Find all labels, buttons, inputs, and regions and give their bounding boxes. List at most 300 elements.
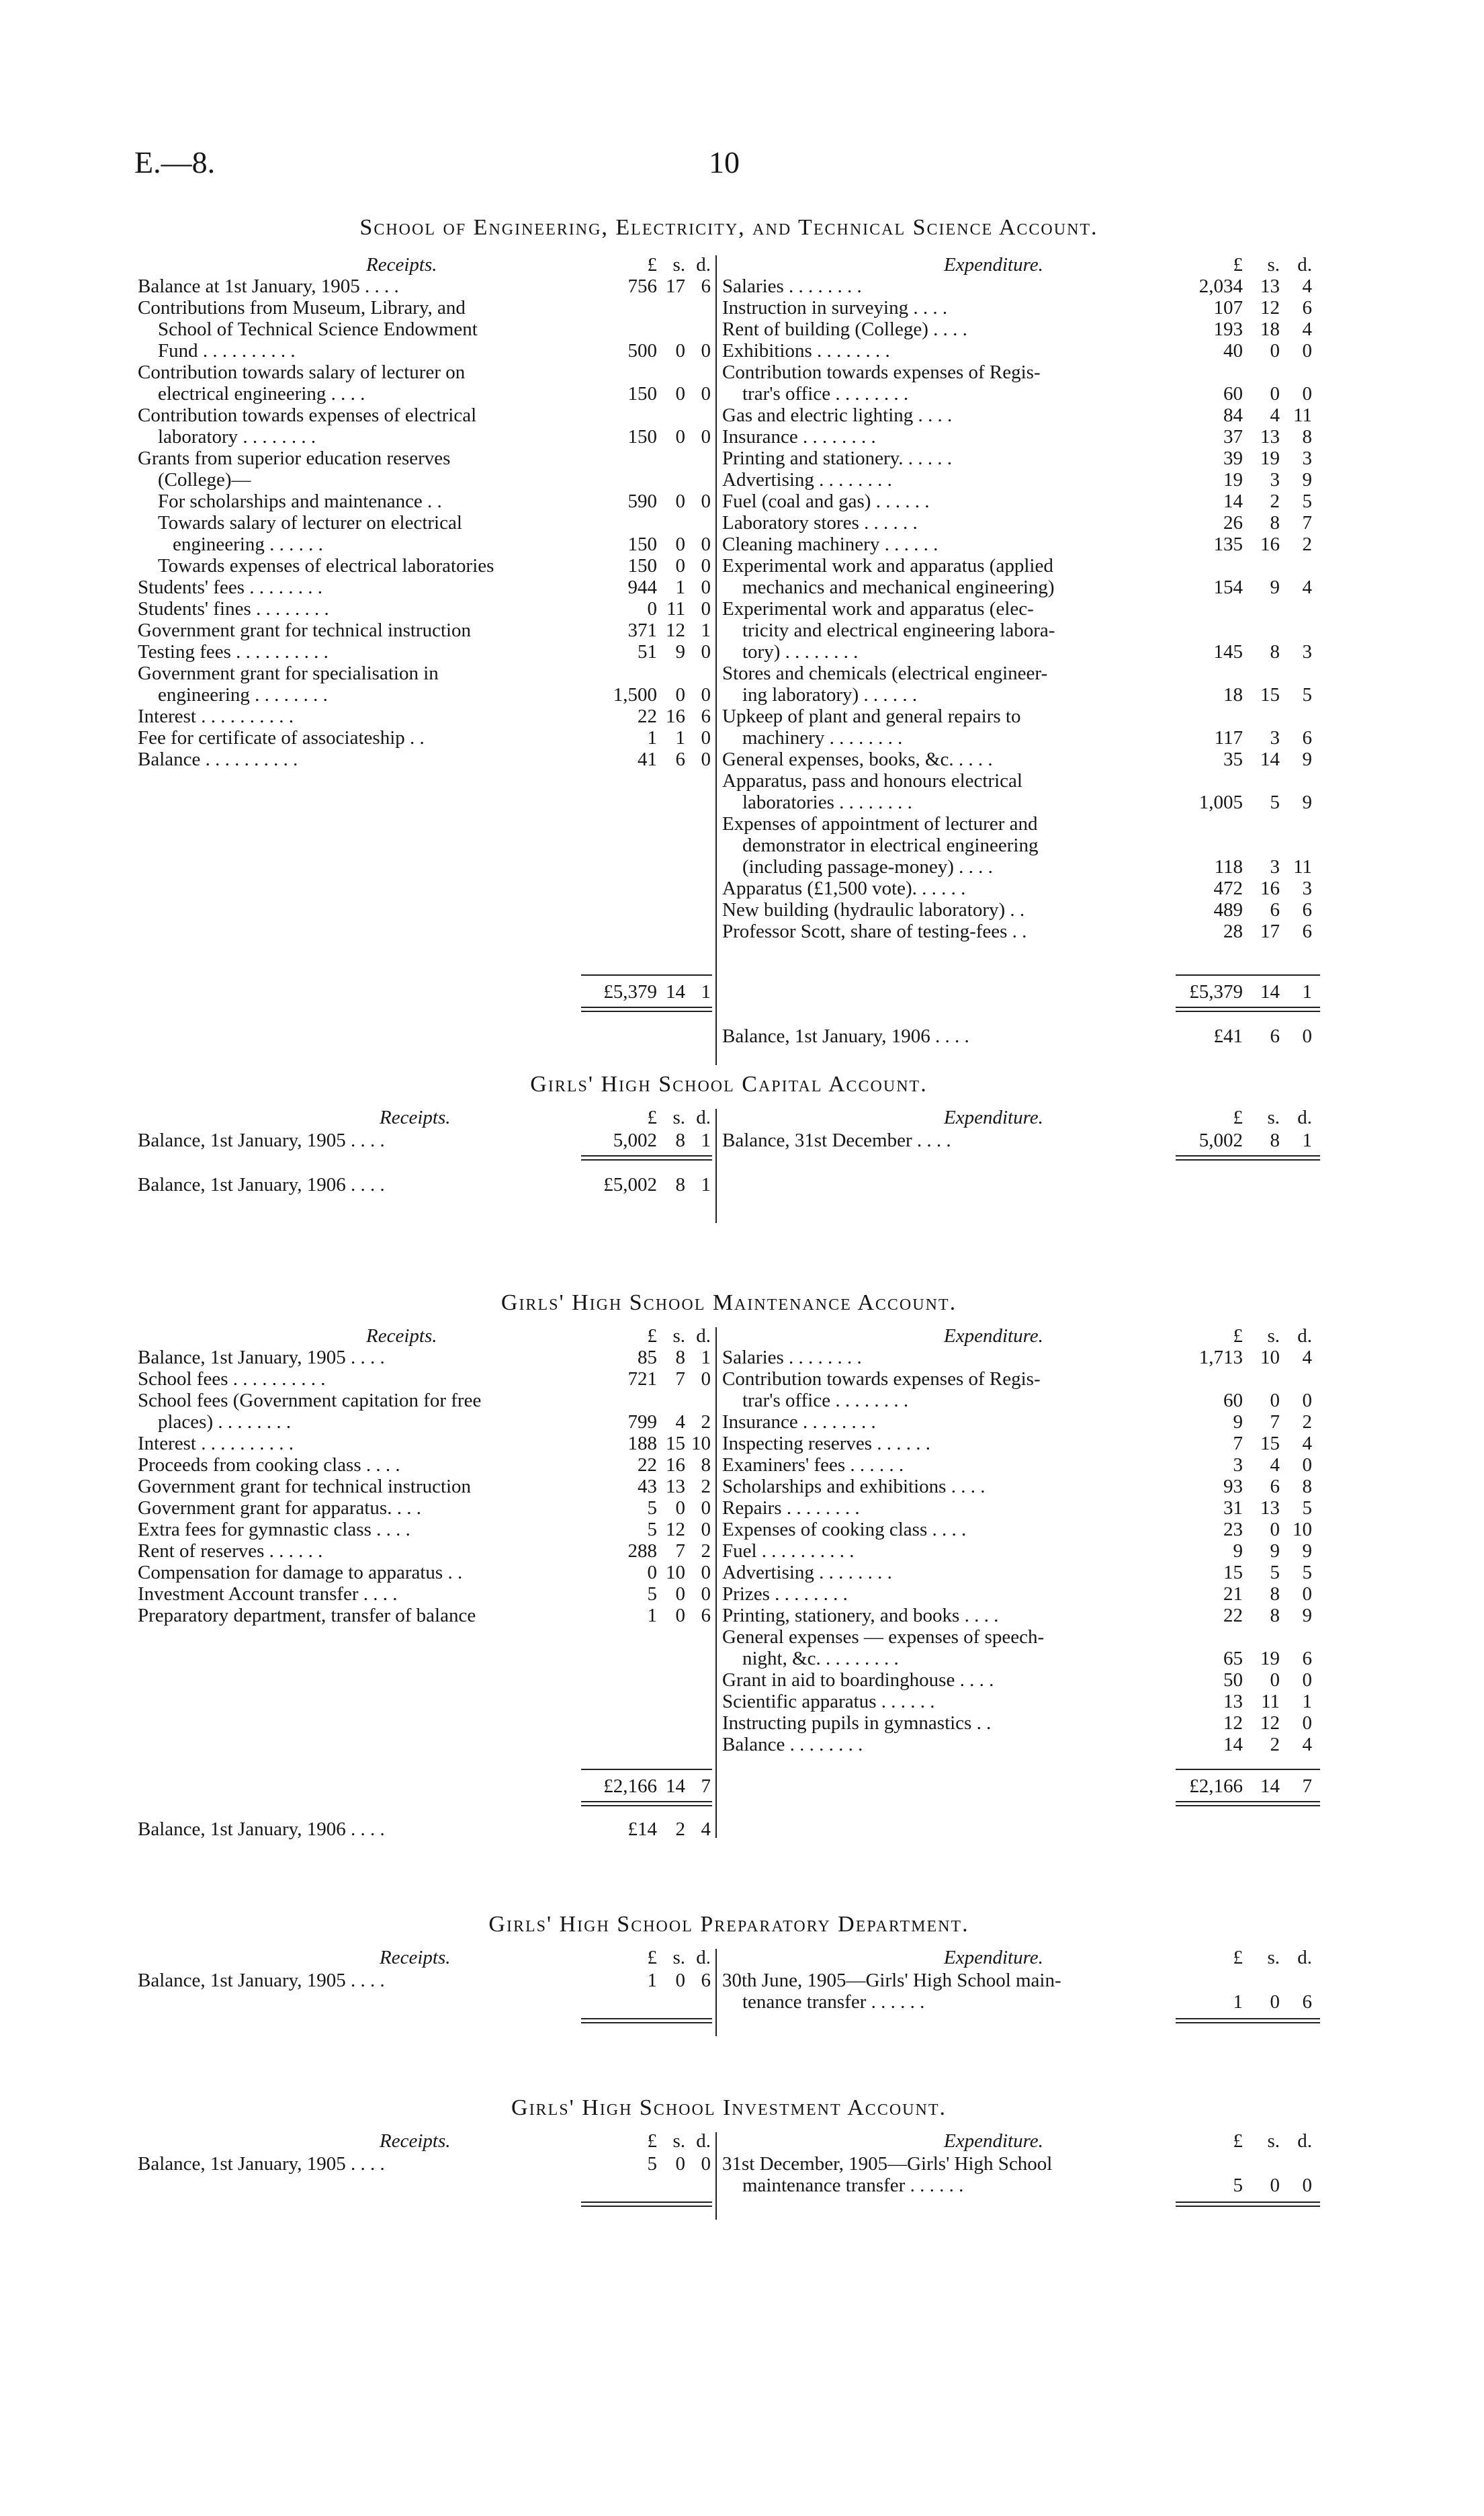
amount-pounds: 721 — [627, 1368, 657, 1390]
row-label: Students' fees . . . . . . . . — [138, 577, 323, 598]
amount-pence: 6 — [701, 1605, 711, 1626]
row-label: General expenses — expenses of speech- — [722, 1626, 1045, 1648]
row-label: Advertising . . . . . . . . — [722, 469, 892, 491]
amount-pence: 6 — [1302, 297, 1312, 319]
row-label: Contribution towards salary of lecturer on — [138, 362, 466, 383]
amount-pence: 9 — [1302, 749, 1312, 770]
expenditure-heading: Expenditure. — [944, 1947, 1043, 1968]
amount-pounds: 19 — [1223, 469, 1243, 491]
amount-shillings: 0 — [675, 555, 685, 577]
row-label: Balance, 1st January, 1905 . . . . — [138, 1347, 385, 1368]
amount-pounds: 489 — [1213, 899, 1243, 921]
row-label: Exhibitions . . . . . . . . — [722, 340, 890, 362]
row-label: Inspecting reserves . . . . . . — [722, 1433, 931, 1454]
amount-shillings: 8 — [1270, 1605, 1280, 1626]
amount-shillings: 11 — [1261, 1691, 1280, 1712]
amount-shillings: 4 — [675, 1411, 685, 1433]
amount-pounds: 371 — [627, 620, 657, 641]
total-rule — [1176, 974, 1320, 976]
amount-shillings: 13 — [1260, 426, 1280, 448]
amount-pence: 9 — [1302, 1605, 1312, 1626]
amount-pence: 8 — [1302, 426, 1312, 448]
amount-pounds: 135 — [1213, 534, 1243, 555]
double-rule — [1176, 1007, 1320, 1012]
amount-pounds: 0 — [647, 1562, 657, 1583]
amount-shillings: 16 — [1260, 534, 1280, 555]
row-label: Interest . . . . . . . . . . — [138, 706, 294, 727]
amount-shillings: 17 — [666, 276, 685, 297]
amount-pounds: 93 — [1223, 1476, 1243, 1497]
row-label: Expenses of appointment of lecturer and — [722, 813, 1038, 835]
amount-pence: 0 — [701, 491, 711, 512]
amount-pence: 0 — [701, 577, 711, 598]
amount-pence: 1 — [701, 620, 711, 641]
amount-pence: 3 — [1302, 448, 1312, 469]
receipts-heading: Receipts. — [366, 254, 437, 276]
amount-shillings: 0 — [675, 491, 685, 512]
row-label: Government grant for specialisation in — [138, 663, 439, 684]
receipts-heading: Receipts. — [366, 1325, 437, 1347]
amount-pence: 2 — [1302, 534, 1312, 555]
amount-shillings: 6 — [675, 749, 685, 770]
amount-pence: 2 — [701, 1540, 711, 1562]
amount-pounds: 188 — [627, 1433, 657, 1454]
amount-pence: 0 — [701, 1583, 711, 1605]
amount-pence: 0 — [1302, 1669, 1312, 1691]
double-rule — [1176, 1801, 1320, 1806]
double-rule — [581, 1007, 712, 1012]
amount-pounds: 28 — [1223, 921, 1243, 942]
amount-pence: 3 — [1302, 878, 1312, 899]
amount-shillings: 15 — [666, 1433, 685, 1454]
amount-pence: 0 — [701, 383, 711, 405]
amount-pounds: 50 — [1223, 1669, 1243, 1691]
total-rule — [581, 974, 712, 976]
row-label: Government grant for apparatus. . . . — [138, 1497, 421, 1519]
amount-pounds: 26 — [1223, 512, 1243, 534]
amount-shillings: 0 — [1270, 1519, 1280, 1540]
amount-pence: 5 — [1302, 1497, 1312, 1519]
row-label: Investment Account transfer . . . . — [138, 1583, 398, 1605]
row-label: General expenses, books, &c. . . . . — [722, 749, 993, 770]
column-divider — [715, 1109, 717, 1223]
row-label: Contribution towards expenses of electrical — [138, 405, 477, 426]
amount-pounds: 60 — [1223, 1390, 1243, 1411]
amount-shillings: 15 — [1260, 684, 1280, 706]
double-rule — [581, 1801, 712, 1806]
report-reference: E.—8. — [134, 145, 216, 179]
amount-pounds: 590 — [627, 491, 657, 512]
row-label: (including passage-money) . . . . — [742, 856, 993, 878]
amount-pounds: 944 — [627, 577, 657, 598]
amount-shillings: 3 — [1270, 856, 1280, 878]
section-title: Girls' High School Preparatory Department. — [488, 1912, 969, 1937]
amount-pounds: 15 — [1223, 1562, 1243, 1583]
amount-shillings: 2 — [1270, 1734, 1280, 1755]
amount-shillings: 4 — [1270, 1454, 1280, 1476]
amount-pounds: 84 — [1223, 405, 1243, 426]
amount-pence: 0 — [701, 534, 711, 555]
row-label: machinery . . . . . . . . — [742, 727, 903, 749]
column-divider — [715, 1949, 717, 2036]
amount-shillings: 0 — [675, 426, 685, 448]
maintenance-account: Girls' High School Maintenance Account. Receipts. £ s. d. Balance, 1st January, 1905 . . . . 85 8 1 School fees . . . . . . . . . . 721 7 0 School fees (Government capitation for free places) . . . . . . . . 799 4 2 Interest . . . . . . . . . . 188 15 10 Proceeds from cooking class . . . . 22 16 8 Government grant for technical instruction 43 13 2 Government grant for apparatus. . . . 5 0 0 Extra fees for gymnastic class . . . . 5 12 0 Rent of reserves . . . . . . 288 7 2 Compensation for damage to apparatus . . 0 10 0 Investment Account transfer . . . . 5 0 0 Preparatory department, transfer of balance 1 0 6 £2,166 14 7 Balance, 1st January, 1906 . . . . £14 2 4 Expenditure. £ s. d. Salaries . . . . . . . . 1,713 10 4 Contribution towards expenses of Regis- trar's office . . . . . . . . 60 0 0 Insurance . . . . . . . . 9 7 2 Inspecting reserves . . . . . . 7 15 4 Examiners' fees . . . . . . 3 4 0 Scholarships and exhibitions . . . . 93 6 8 Repairs . . . . . . . . 31 13 5 Expenses of cooking class . . . . 23 0 10 Fuel . . . . . . . . . . 9 9 9 Advertising . . . . . . . . 15 5 5 Prizes . . . . . . . . 21 8 0 Printing, stationery, and books . . . . 22 8 9 General expenses — expenses of speech- night, &c. . . . . . . . . 65 19 6 Grant in aid to boardinghouse . . . . 50 0 0 Scientific apparatus . . . . . . 13 11 1 Instructing pupils in gymnastics . . 12 12 0 Balance . . . . . . . . 14 2 4 £2,166 14 7 — [138, 1290, 1320, 1828]
amount-shillings: 8 — [675, 1347, 685, 1368]
amount-shillings: 7 — [1270, 1411, 1280, 1433]
double-rule — [581, 1155, 712, 1161]
row-label: School fees (Government capitation for free — [138, 1390, 482, 1411]
amount-pence: 1 — [1302, 1691, 1312, 1712]
amount-shillings: 0 — [675, 383, 685, 405]
amount-pounds: 5 — [647, 1497, 657, 1519]
amount-pounds: 37 — [1223, 426, 1243, 448]
amount-shillings: 16 — [666, 1454, 685, 1476]
column-divider — [715, 1327, 717, 1838]
amount-pounds: 21 — [1223, 1583, 1243, 1605]
amount-shillings: 12 — [666, 1519, 685, 1540]
amount-pounds: 150 — [627, 555, 657, 577]
row-label: Government grant for technical instruction — [138, 1476, 472, 1497]
amount-shillings: 16 — [666, 706, 685, 727]
amount-pounds: 799 — [627, 1411, 657, 1433]
row-label: tory) . . . . . . . . — [742, 641, 859, 663]
total-rule — [581, 1769, 712, 1770]
row-label: Fund . . . . . . . . . . — [158, 340, 296, 362]
amount-pounds: 14 — [1223, 1734, 1243, 1755]
amount-pounds: 3 — [1233, 1454, 1243, 1476]
amount-pence: 4 — [1302, 276, 1312, 297]
row-label: engineering . . . . . . — [173, 534, 323, 555]
row-label: Extra fees for gymnastic class . . . . — [138, 1519, 410, 1540]
amount-pounds: 5 — [647, 1583, 657, 1605]
amount-shillings: 18 — [1260, 319, 1280, 340]
row-label: Grants from superior education reserves — [138, 448, 451, 469]
row-label: Students' fines . . . . . . . . — [138, 598, 329, 620]
amount-pence: 0 — [701, 749, 711, 770]
amount-shillings: 12 — [1260, 297, 1280, 319]
amount-shillings: 9 — [1270, 577, 1280, 598]
amount-shillings: 5 — [1270, 792, 1280, 813]
amount-pounds: 0 — [647, 598, 657, 620]
amount-pence: 5 — [1302, 684, 1312, 706]
row-label: Advertising . . . . . . . . — [722, 1562, 892, 1583]
section-title: Girls' High School Investment Account. — [511, 2095, 947, 2120]
amount-shillings: 19 — [1260, 1648, 1280, 1669]
row-label: Contribution towards expenses of Regis- — [722, 362, 1041, 383]
row-label: ing laboratory) . . . . . . — [742, 684, 918, 706]
double-rule — [581, 2018, 712, 2023]
page-number: 10 — [709, 145, 740, 179]
amount-shillings: 8 — [1270, 512, 1280, 534]
row-label: Towards salary of lecturer on electrical — [158, 512, 462, 534]
row-label: Balance . . . . . . . . . . — [138, 749, 298, 770]
amount-pence: 0 — [701, 340, 711, 362]
amount-pence: 2 — [701, 1411, 711, 1433]
amount-pence: 4 — [1302, 1433, 1312, 1454]
amount-pence: 0 — [1302, 340, 1312, 362]
amount-shillings: 0 — [1270, 383, 1280, 405]
amount-pence: 6 — [1302, 921, 1312, 942]
row-label: Apparatus (£1,500 vote). . . . . . — [722, 878, 966, 899]
row-label: New building (hydraulic laboratory) . . — [722, 899, 1025, 921]
row-label: electrical engineering . . . . — [158, 383, 365, 405]
amount-pence: 8 — [1302, 1476, 1312, 1497]
amount-shillings: 0 — [1270, 1669, 1280, 1691]
amount-pence: 2 — [1302, 1411, 1312, 1433]
row-label: Instruction in surveying . . . . — [722, 297, 948, 319]
row-label: Balance . . . . . . . . — [722, 1734, 863, 1755]
total-rule — [1176, 1769, 1320, 1770]
row-label: trar's office . . . . . . . . — [742, 1390, 909, 1411]
amount-pence: 2 — [701, 1476, 711, 1497]
row-label: Salaries . . . . . . . . — [722, 1347, 862, 1368]
row-label: Expenses of cooking class . . . . — [722, 1519, 967, 1540]
amount-pence: 0 — [701, 1497, 711, 1519]
row-label: Balance at 1st January, 1905 . . . . — [138, 276, 399, 297]
amount-pounds: 2,034 — [1198, 276, 1243, 297]
amount-pounds: 65 — [1223, 1648, 1243, 1669]
row-label: Printing, stationery, and books . . . . — [722, 1605, 999, 1626]
row-label: Printing and stationery. . . . . . — [722, 448, 953, 469]
row-label: demonstrator in electrical engineering — [742, 835, 1039, 856]
amount-shillings: 0 — [1270, 1390, 1280, 1411]
amount-pence: 0 — [1302, 1390, 1312, 1411]
amount-pounds: 1,500 — [613, 684, 657, 706]
pence-header: d. — [696, 254, 711, 276]
amount-pounds: 14 — [1223, 491, 1243, 512]
amount-pence: 0 — [701, 727, 711, 749]
amount-pence: 9 — [1302, 469, 1312, 491]
amount-shillings: 0 — [1270, 340, 1280, 362]
amount-pence: 0 — [701, 1519, 711, 1540]
amount-pounds: 150 — [627, 383, 657, 405]
row-label: Repairs . . . . . . . . — [722, 1497, 860, 1519]
amount-pence: 10 — [1293, 1519, 1312, 1540]
expenditure-heading: Expenditure. — [944, 1107, 1043, 1128]
amount-pounds: 31 — [1223, 1497, 1243, 1519]
row-label: laboratory . . . . . . . . — [158, 426, 316, 448]
row-label: mechanics and mechanical engineering) — [742, 577, 1055, 598]
row-label: Salaries . . . . . . . . — [722, 276, 862, 297]
amount-pence: 6 — [701, 276, 711, 297]
amount-pounds: 5 — [647, 1519, 657, 1540]
amount-pence: 0 — [1302, 1712, 1312, 1734]
row-label: places) . . . . . . . . — [158, 1411, 292, 1433]
amount-pounds: 472 — [1213, 878, 1243, 899]
row-label: Apparatus, pass and honours electrical — [722, 770, 1022, 792]
amount-pounds: 756 — [627, 276, 657, 297]
row-label: Gas and electric lighting . . . . — [722, 405, 953, 426]
amount-pounds: 22 — [1223, 1605, 1243, 1626]
amount-pence: 10 — [691, 1433, 711, 1454]
amount-pence: 1 — [701, 1347, 711, 1368]
row-label: Instructing pupils in gymnastics . . — [722, 1712, 992, 1734]
amount-shillings: 7 — [675, 1368, 685, 1390]
section-title: School of Engineering, Electricity, and Technical Science Account. — [359, 215, 1098, 240]
amount-pounds: 1,713 — [1198, 1347, 1243, 1368]
amount-pence: 0 — [701, 598, 711, 620]
column-divider — [715, 255, 717, 1065]
amount-shillings: 12 — [1260, 1712, 1280, 1734]
row-label: Testing fees . . . . . . . . . . — [138, 641, 329, 663]
double-rule — [581, 2202, 712, 2207]
amount-pence: 0 — [1302, 1454, 1312, 1476]
amount-shillings: 8 — [1270, 641, 1280, 663]
row-label: Prizes . . . . . . . . — [722, 1583, 848, 1605]
amount-shillings: 6 — [1270, 899, 1280, 921]
amount-pence: 9 — [1302, 792, 1312, 813]
receipts-heading: Receipts. — [380, 1107, 451, 1128]
expenditure-heading: Expenditure. — [944, 2130, 1043, 2152]
shillings-header: s. — [672, 254, 685, 276]
shillings-header: s. — [1267, 254, 1280, 276]
amount-shillings: 3 — [1270, 727, 1280, 749]
amount-pounds: 35 — [1223, 749, 1243, 770]
row-label: Rent of reserves . . . . . . — [138, 1540, 323, 1562]
amount-pence: 0 — [1302, 1583, 1312, 1605]
amount-pounds: 40 — [1223, 340, 1243, 362]
amount-pounds: 23 — [1223, 1519, 1243, 1540]
amount-pounds: 43 — [638, 1476, 657, 1497]
amount-shillings: 2 — [1270, 491, 1280, 512]
row-label: laboratories . . . . . . . . — [742, 792, 912, 813]
amount-pounds: 12 — [1223, 1712, 1243, 1734]
investment-account: Girls' High School Investment Account. Receipts. £ s. d. Balance, 1st January, 1905 . . . . 5 0 0 Expenditure. £ s. d. 31st December, 1905—Girls' High School maintenance transfer . . . . . . 5 0 0 — [138, 2095, 1320, 2223]
amount-shillings: 0 — [675, 340, 685, 362]
amount-pounds: 500 — [627, 340, 657, 362]
amount-shillings: 12 — [666, 620, 685, 641]
amount-pounds: 22 — [638, 706, 657, 727]
amount-pounds: 51 — [638, 641, 657, 663]
amount-shillings: 13 — [666, 1476, 685, 1497]
amount-pence: 11 — [1293, 856, 1312, 878]
capital-account: Girls' High School Capital Account. Receipts. £ s. d. Balance, 1st January, 1905 . . . . 5,002 8 1 Balance, 1st January, 1906 . . . . £5,002 8 1 Expenditure. £ s. d. Balance, 31st December . . . . 5,002 8 1 — [138, 1072, 1320, 1226]
amount-shillings: 0 — [675, 534, 685, 555]
amount-pence: 3 — [1302, 641, 1312, 663]
amount-shillings: 7 — [675, 1540, 685, 1562]
receipts-heading: Receipts. — [380, 2130, 451, 2152]
expenditure-heading: Expenditure. — [944, 1325, 1043, 1347]
row-label: School of Technical Science Endowment — [158, 319, 478, 340]
row-label: Scholarships and exhibitions . . . . — [722, 1476, 986, 1497]
amount-pence: 0 — [701, 684, 711, 706]
amount-shillings: 13 — [1260, 1497, 1280, 1519]
double-rule — [1176, 2018, 1320, 2023]
amount-pence: 4 — [1302, 1734, 1312, 1755]
amount-pence: 0 — [701, 1562, 711, 1583]
amount-pounds: 1 — [647, 1605, 657, 1626]
amount-pence: 0 — [701, 426, 711, 448]
amount-pence: 4 — [1302, 577, 1312, 598]
amount-shillings: 1 — [675, 577, 685, 598]
row-label: Scientific apparatus . . . . . . — [722, 1691, 935, 1712]
row-label: trar's office . . . . . . . . — [742, 383, 909, 405]
amount-pounds: 85 — [638, 1347, 657, 1368]
amount-shillings: 0 — [675, 1497, 685, 1519]
amount-shillings: 9 — [1270, 1540, 1280, 1562]
amount-shillings: 10 — [666, 1562, 685, 1583]
row-label: Insurance . . . . . . . . — [722, 1411, 876, 1433]
row-label: Fee for certificate of associateship . . — [138, 727, 425, 749]
row-label: Fuel . . . . . . . . . . — [722, 1540, 855, 1562]
amount-pounds: 117 — [1214, 727, 1243, 749]
preparatory-department: Girls' High School Preparatory Department. Receipts. £ s. d. Balance, 1st January, 1905 . . . . 1 0 6 Expenditure. £ s. d. 30th June, 1905—Girls' High School main- tenance transfer . . . . . . 1 0 6 — [138, 1912, 1320, 2040]
row-label: Government grant for technical instruction — [138, 620, 472, 641]
row-label: Contribution towards expenses of Regis- — [722, 1368, 1041, 1390]
row-label: School fees . . . . . . . . . . — [138, 1368, 326, 1390]
amount-shillings: 19 — [1260, 448, 1280, 469]
row-label: For scholarships and maintenance . . — [158, 491, 442, 512]
amount-pounds: 1 — [647, 727, 657, 749]
row-label: Laboratory stores . . . . . . — [722, 512, 918, 534]
row-label: Fuel (coal and gas) . . . . . . — [722, 491, 930, 512]
amount-shillings: 9 — [675, 641, 685, 663]
amount-shillings: 15 — [1260, 1433, 1280, 1454]
amount-pence: 6 — [1302, 1648, 1312, 1669]
amount-pounds: 288 — [627, 1540, 657, 1562]
amount-pounds: 107 — [1213, 297, 1243, 319]
receipts-heading: Receipts. — [380, 1947, 451, 1968]
amount-pence: 5 — [1302, 1562, 1312, 1583]
row-label: Insurance . . . . . . . . — [722, 426, 876, 448]
amount-shillings: 3 — [1270, 469, 1280, 491]
amount-pounds: 18 — [1223, 684, 1243, 706]
amount-shillings: 13 — [1260, 276, 1280, 297]
pounds-header: £ — [647, 254, 657, 276]
amount-shillings: 17 — [1260, 921, 1280, 942]
amount-pounds: 118 — [1214, 856, 1243, 878]
amount-pence: 5 — [1302, 491, 1312, 512]
row-label: Proceeds from cooking class . . . . — [138, 1454, 400, 1476]
amount-shillings: 10 — [1260, 1347, 1280, 1368]
row-label: Examiners' fees . . . . . . — [722, 1454, 904, 1476]
engineering-account: School of Engineering, Electricity, and Technical Science Account. Receipts. £ s. d. Balance at 1st January, 1905 . . . . 756 17 6 Contributions from Museum, Library, and School of Technical Science Endowment Fund . . . . . . . . . . 500 0 0 Contribution towards salary of lecturer on electrical engineering . . . . 150 0 0 Contribution towards expenses of electrical laboratory . . . . . . . . 150 0 0 Grants from superior education reserves (College)— For scholarships and maintenance . . 590 0 0 Towards salary of lecturer on electrical engineering . . . . . . 150 0 0 Towards expenses of electrical laboratories 150 0 0 Students' fees . . . . . . . . 944 1 0 Students' fines . . . . . . . . 0 11 0 Government grant for technical instruction 371 12 1 Testing fees . . . . . . . . . . 51 9 0 Government grant for specialisation in engineering . . . . . . . . 1,500 0 0 Interest . . . . . . . . . . 22 16 6 Fee for certificate of associateship . . 1 1 0 Balance . . . . . . . . . . 41 6 0 £5,379 14 1 Expenditure. £ s. d. Salaries . . . . . . . . 2,034 13 4 Instruction in surveying . . . . 107 12 6 Rent of building (College) . . . . 193 18 4 Exhibitions . . . . . . . . 40 0 0 Contribution towards expenses of Regis- trar's office . . . . . . . . 60 0 0 Gas and electric lighting . . . . 84 4 11 Insurance . . . . . . . . 37 13 8 Printing and stationery. . . . . . 39 19 3 Advertising . . . . . . . . 19 3 9 Fuel (coal and gas) . . . . . . 14 2 5 Laboratory stores . . . . . . 26 8 7 Cleaning machinery . . . . . . 135 16 2 Experimental work and apparatus (applied mechanics and mechanical engineering) 154 9 4 Experimental work and apparatus (elec- tricity and electrical engineering labora- tory) . . . . . . . . 145 8 3 Stores and chemicals (electrical engineer- ing laboratory) . . . . . . 18 15 5 Upkeep of plant and general repairs to machinery . . . . . . . . 117 3 6 General expenses, books, &c. . . . . 35 14 9 Apparatus, pass and honours electrical laboratories . . . . . . . . 1,005 5 9 Expenses of appointment of lecturer and demonstrator in electrical engineering (including passage-money) . . . . 118 3 11 Apparatus (£1,500 vote). . . . . . 472 16 3 New building (hydraulic laboratory) . . 489 6 6 Professor Scott, share of testing-fees . . 28 17 6 £5,379 14 1 Balance, 1st January, 1906 . . . . £41 6 0 — [138, 215, 1320, 1035]
amount-pence: 0 — [701, 555, 711, 577]
amount-pounds: 9 — [1233, 1540, 1243, 1562]
pounds-header: £ — [1233, 254, 1243, 276]
row-label: engineering . . . . . . . . — [158, 684, 328, 706]
pence-header: d. — [1297, 254, 1312, 276]
amount-shillings: 11 — [666, 598, 685, 620]
amount-pounds: 1,005 — [1198, 792, 1243, 813]
page-header — [134, 144, 1344, 185]
amount-shillings: 1 — [675, 727, 685, 749]
column-divider — [715, 2132, 717, 2220]
amount-pence: 0 — [1302, 383, 1312, 405]
amount-pence: 7 — [1302, 512, 1312, 534]
row-label: Grant in aid to boardinghouse . . . . — [722, 1669, 994, 1691]
double-rule — [1176, 1155, 1320, 1161]
amount-pence: 9 — [1302, 1540, 1312, 1562]
row-label: Preparatory department, transfer of balance — [138, 1605, 476, 1626]
amount-pence: 11 — [1293, 405, 1312, 426]
amount-shillings: 0 — [675, 684, 685, 706]
row-label: night, &c. . . . . . . . . — [742, 1648, 899, 1669]
amount-shillings: 8 — [1270, 1583, 1280, 1605]
amount-shillings: 6 — [1270, 1476, 1280, 1497]
row-label: tricity and electrical engineering labora- — [742, 620, 1055, 641]
amount-pounds: 193 — [1213, 319, 1243, 340]
row-label: Compensation for damage to apparatus . . — [138, 1562, 463, 1583]
amount-shillings: 0 — [675, 1605, 685, 1626]
amount-shillings: 4 — [1270, 405, 1280, 426]
row-label: Towards expenses of electrical laboratories — [158, 555, 494, 577]
double-rule — [1176, 2202, 1320, 2207]
amount-pounds: 150 — [627, 534, 657, 555]
amount-shillings: 16 — [1260, 878, 1280, 899]
row-label: Stores and chemicals (electrical engineer- — [722, 663, 1048, 684]
amount-pence: 0 — [701, 1368, 711, 1390]
